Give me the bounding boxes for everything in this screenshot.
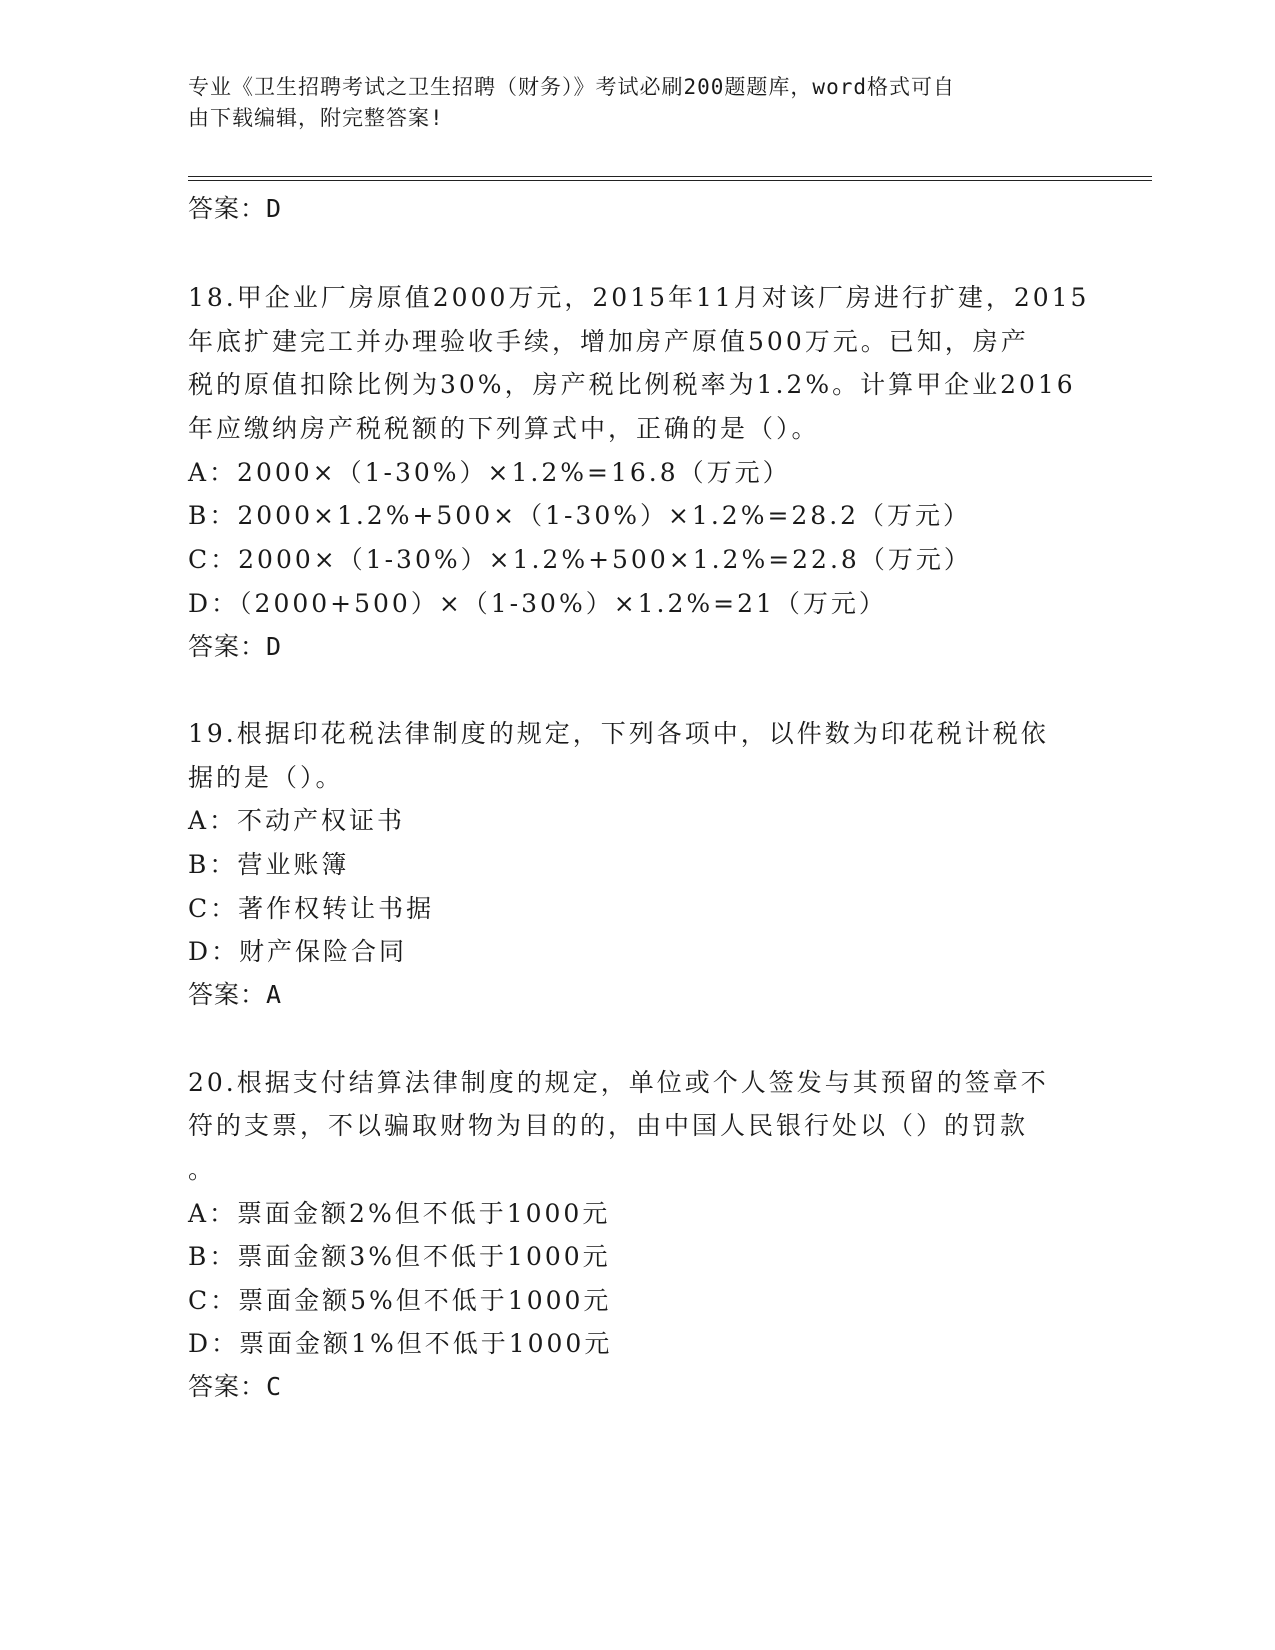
header-line-1: 专业《卫生招聘考试之卫生招聘（财务）》考试必刷200题题库，word格式可自 [188,75,955,99]
q18-stem-line-2: 年底扩建完工并办理验收手续，增加房产原值500万元。已知，房产 [188,327,1029,356]
q20-option-c: C：票面金额5%但不低于1000元 [188,1286,612,1315]
previous-answer: 答案：D [188,194,283,223]
page-header [188,72,1068,134]
q19-option-a: A：不动产权证书 [188,806,406,835]
q18-stem-line-3: 税的原值扣除比例为30%，房产税比例税率为1.2%。计算甲企业2016 [188,370,1076,399]
q20-option-d: D：票面金额1%但不低于1000元 [188,1329,613,1358]
q20-stem-line-3: 。 [188,1155,217,1184]
q18-answer: 答案：D [188,632,283,661]
q18-stem-line-1: 18.甲企业厂房原值2000万元，2015年11月对该厂房进行扩建，2015 [188,283,1090,312]
q20-stem-line-1: 20.根据支付结算法律制度的规定，单位或个人签发与其预留的签章不 [188,1068,1049,1097]
q20-answer: 答案：C [188,1372,283,1401]
q18-option-a: A：2000×（1-30%）×1.2%=16.8（万元） [188,458,791,487]
q19-answer: 答案：A [188,980,283,1009]
q19-stem-line-2: 据的是（）。 [188,763,344,792]
q18-option-c: C：2000×（1-30%）×1.2%+500×1.2%=22.8（万元） [188,545,972,574]
header-divider [188,176,1152,181]
q18-option-b: B：2000×1.2%+500×（1-30%）×1.2%=28.2（万元） [188,501,972,530]
q18-option-d: D：（2000+500）×（1-30%）×1.2%=21（万元） [188,589,887,618]
q20-option-a: A：票面金额2%但不低于1000元 [188,1199,611,1228]
q20-option-b: B：票面金额3%但不低于1000元 [188,1242,611,1271]
q20-stem-line-2: 符的支票，不以骗取财物为目的的，由中国人民银行处以（）的罚款 [188,1111,1029,1140]
q19-option-b: B：营业账簿 [188,850,350,879]
q18-stem-line-4: 年应缴纳房产税税额的下列算式中，正确的是（）。 [188,414,820,443]
q19-stem-line-1: 19.根据印花税法律制度的规定，下列各项中，以件数为印花税计税依 [188,719,1049,748]
q19-option-d: D：财产保险合同 [188,937,408,966]
q19-option-c: C：著作权转让书据 [188,894,435,923]
header-line-2: 由下载编辑，附完整答案! [188,106,444,130]
